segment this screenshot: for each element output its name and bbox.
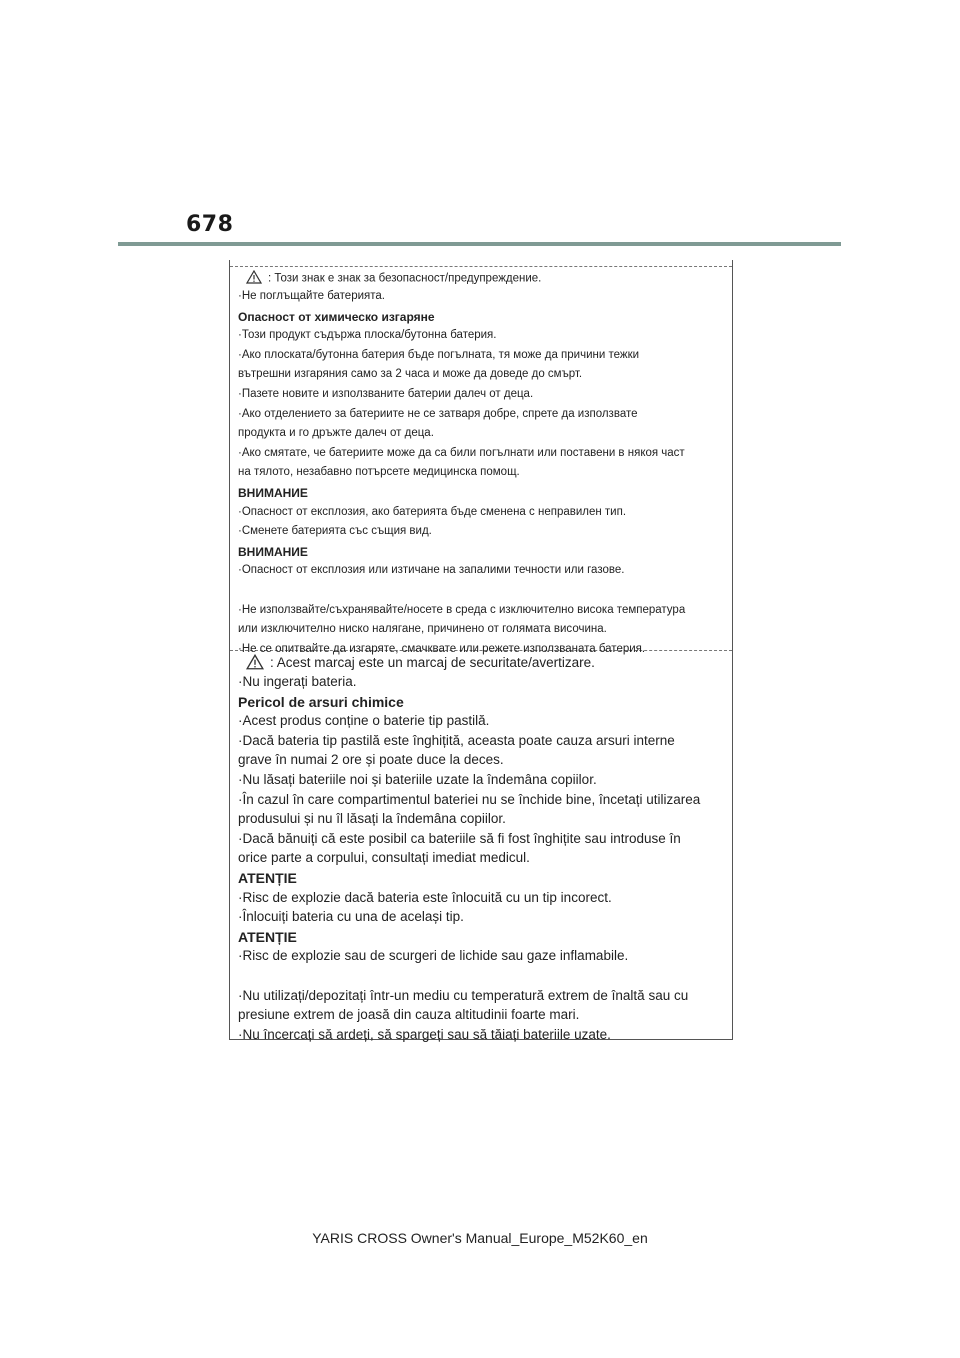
ro-text-line: ·Dacă bateria tip pastilă este înghițită, aceasta poate cauza arsuri interne xyxy=(238,732,675,748)
ro-text-line: presiune extrem de joasă din cauza altitudinii foarte mari. xyxy=(238,1007,580,1023)
bg-text-line: ·Ако отделението за батериите не се затваря добре, спрете да използвате xyxy=(238,407,638,420)
bg-text-line: ·Не се опитвайте да изгаряте, смачквате или режете използваната батерия. xyxy=(238,642,646,655)
bg-text-line: ·Този продукт съдържа плоска/бутонна батерия. xyxy=(238,329,497,342)
bg-text-line: ·Пазете новите и използваните батерии далеч от деца. xyxy=(238,388,534,400)
ro-text-line: ·Risc de explozie sau de scurgeri de lichide sau gaze inflamabile. xyxy=(238,948,629,964)
bulgarian-symbol-label: : Този знак е знак за безопасност/предупреждение. xyxy=(268,272,542,285)
bg-heading: ВНИМАНИЕ xyxy=(238,486,308,500)
romanian-symbol-line xyxy=(238,654,595,673)
bg-text-line: или изключително ниско налягане, причинено от голямата височина. xyxy=(238,623,607,636)
bulgarian-symbol-line xyxy=(238,270,541,287)
ro-heading: ATENȚIE xyxy=(238,870,297,886)
bg-text-line: ·Опасност от експлозия, ако батерията бъде сменена с неправилен тип. xyxy=(238,505,627,518)
romanian-symbol-label: : Acest marcaj este un marcaj de securitate/avertizare. xyxy=(270,655,595,671)
bg-heading: ВНИМАНИЕ xyxy=(238,544,308,559)
ro-text-line: ·Dacă bănuiți că este posibil ca bateriile să fi fost înghițite sau introduse în xyxy=(238,830,681,846)
ro-text-line: ·Risc de explozie dacă bateria este înlocuită cu un tip incorect. xyxy=(238,889,612,905)
ro-text-line: grave în numai 2 ore și poate duce la deces. xyxy=(238,752,504,768)
bg-text-line: ·Опасност от експлозия или изтичане на запалими течности или газове. xyxy=(238,564,625,577)
bg-text-line: ·Сменете батерията със същия вид. xyxy=(238,525,432,538)
page-number: 678 xyxy=(186,212,234,237)
ro-text-line: produsului și nu îl lăsați la îndemâna copiilor. xyxy=(238,811,506,827)
header-rule xyxy=(118,242,841,246)
ro-text-line: orice parte a corpului, consultați imediat medicul. xyxy=(238,850,530,866)
bg-text-line: ·Не поглъщайте батерията. xyxy=(238,290,385,302)
bg-text-line: ·Не използвайте/съхранявайте/носете в среда с изключително висока температура xyxy=(238,603,686,616)
bg-text-line: на тялото, незабавно потърсете медицинска помощ. xyxy=(238,466,520,479)
ro-text-line: ·Nu utilizați/depozitați într-un mediu cu temperatură extrem de înaltă sau cu xyxy=(238,987,689,1003)
warning-triangle-icon xyxy=(246,270,262,287)
bg-text-line: продукта и го дръжте далеч от деца. xyxy=(238,427,434,440)
bg-text-line: ·Ако плоската/бутонна батерия бъде погълната, тя може да причини тежки xyxy=(238,348,640,361)
footer-manual-title: YARIS CROSS Owner's Manual_Europe_M52K60_en xyxy=(312,1230,648,1246)
ro-text-line: ·În cazul în care compartimentul bateriei nu se închide bine, încetați utilizarea xyxy=(238,791,701,807)
ro-text-line: ·Înlocuiți bateria cu una de același tip. xyxy=(238,909,464,925)
ro-text-line: ·Acest produs conține o baterie tip pastilă. xyxy=(238,713,490,729)
ro-text-line: ·Nu lăsați bateriile noi și bateriile uzate la îndemâna copiilor. xyxy=(238,772,597,787)
bg-heading: Опасност от химическо изгаряне xyxy=(238,309,435,324)
warning-triangle-icon xyxy=(246,654,264,673)
ro-text-line: ·Nu ingerați bateria. xyxy=(238,674,357,689)
ro-heading: Pericol de arsuri chimice xyxy=(238,693,404,710)
bg-text-line: вътрешни изгаряния само за 2 часа и може да доведе до смърт. xyxy=(238,368,583,381)
ro-heading: ATENȚIE xyxy=(238,928,297,945)
bg-text-line: ·Ако смятате, че батериите може да са били погълнати или поставени в някоя част xyxy=(238,446,685,459)
top-divider xyxy=(230,266,732,267)
ro-text-line: ·Nu încercați să ardeți, să spargeți sau să tăiați bateriile uzate. xyxy=(238,1026,611,1042)
